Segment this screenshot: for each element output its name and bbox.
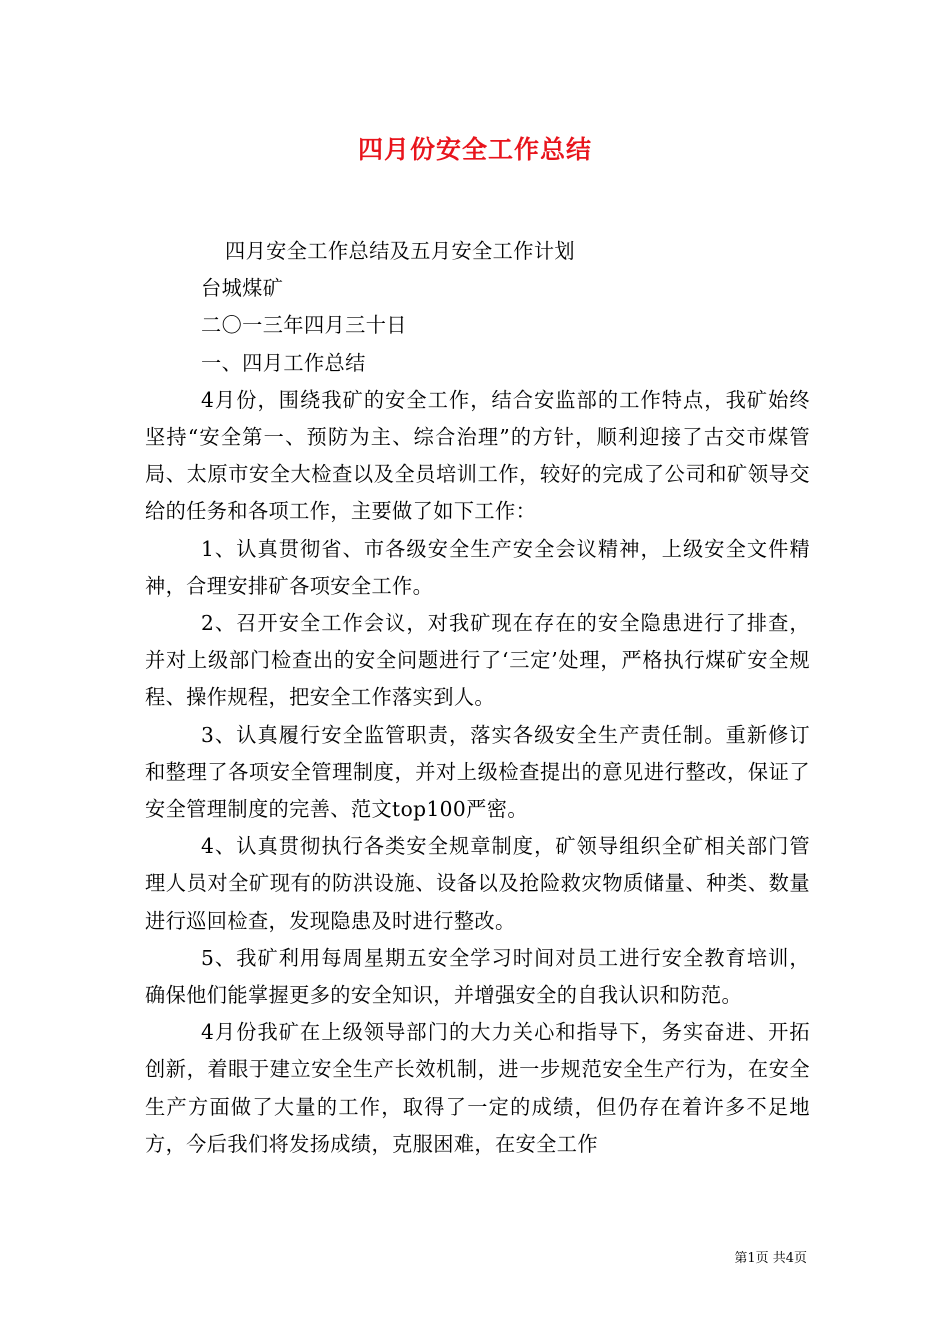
paragraph: 2、召开安全工作会议，对我矿现在存在的安全隐患进行了排查，并对上级部门检查出的安全问题进行了‘三定’处理，严格执行煤矿安全规程、操作规程，把安全工作落实到人。 xyxy=(145,611,810,710)
paragraph: 4月份我矿在上级领导部门的大力关心和指导下，务实奋进、开拓创新，着眼于建立安全生产长效机制，进一步规范安全生产行为，在安全生产方面做了大量的工作，取得了一定的成绩，但仍存在着许多不足地方，今后我们将发扬成绩，克服困难，在安全工作 xyxy=(145,1020,810,1156)
paragraph: 3、认真履行安全监管职责，落实各级安全生产责任制。重新修订和整理了各项安全管理制度，并对上级检查提出的意见进行整改，保证了安全管理制度的完善、范文top100严密。 xyxy=(145,722,810,822)
paragraph: 5、我矿利用每周星期五安全学习时间对员工进行安全教育培训，确保他们能掌握更多的安全知识，并增强安全的自我认识和防范。 xyxy=(145,945,810,1008)
document-date: 二〇一三年四月三十日 xyxy=(201,313,407,338)
paragraph: 4月份，围绕我矿的安全工作，结合安监部的工作特点，我矿始终坚持“安全第一、预防为主、综合治理”的方针，顺利迎接了古交市煤管局、太原市安全大检查以及全员培训工作，较好的完成了公司和矿领导交给的任务和各项工作，主要做了如下工作： xyxy=(145,387,810,524)
document-subtitle: 四月安全工作总结及五月安全工作计划 xyxy=(225,239,575,263)
document-title: 四月份安全工作总结 xyxy=(357,135,592,164)
paragraph: 1、认真贯彻省、市各级安全生产安全会议精神，上级安全文件精神，合理安排矿各项安全工作。 xyxy=(145,536,810,598)
organization-name: 台城煤矿 xyxy=(201,276,284,301)
document-body xyxy=(145,233,810,1163)
section-heading: 一、四月工作总结 xyxy=(201,350,366,375)
page-footer: 第1页 共4页 xyxy=(734,1251,807,1266)
paragraph: 4、认真贯彻执行各类安全规章制度，矿领导组织全矿相关部门管理人员对全矿现有的防洪设施、设备以及抢险救灾物质储量、种类、数量进行巡回检查，发现隐患及时进行整改。 xyxy=(145,834,810,933)
